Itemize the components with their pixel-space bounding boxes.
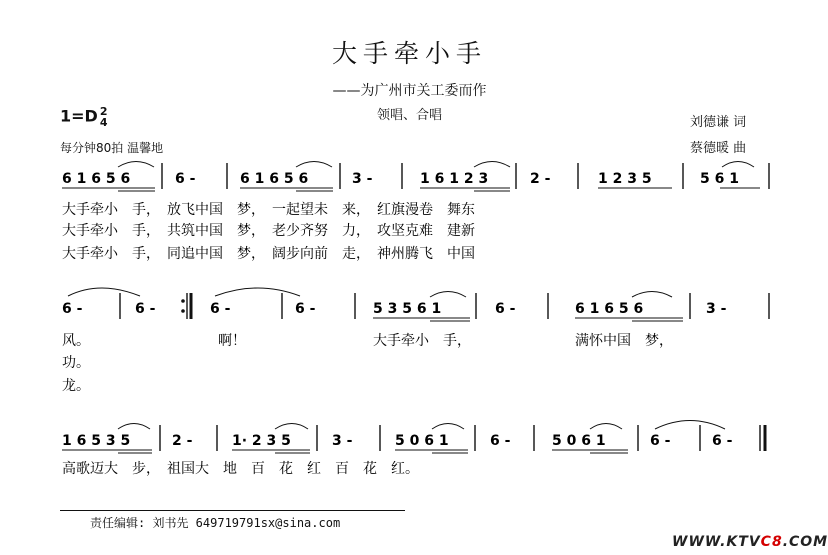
line2-measure-6: 6 - [495,301,516,317]
line1-measure-8: 5 6 1 [700,171,739,187]
watermark-tail: .COM [782,534,828,550]
line3-measure-2: 2 - [172,433,193,449]
line3-measure-5: 5 0 6 1 [395,433,449,449]
line3-measure-8: 6 - [650,433,671,449]
line3-measure-4: 3 - [332,433,353,449]
line1-measure-1: 6 1 6 5 6 [62,171,131,187]
performance-form: 领唱、合唱 [376,108,442,123]
line2-lyric-feng: 风。 [62,333,90,349]
composer-credit: 蔡德暖 曲 [690,141,747,156]
line1-verse-2: 大手牵小 手， 共筑中国 梦， 老少齐努 力， 攻坚克难 建新 [62,223,475,239]
site-watermark [672,534,828,550]
line2-measure-5: 5 3 5 6 1 [373,301,442,317]
line1-measure-2: 6 - [175,171,196,187]
line3-measure-9: 6 - [712,433,733,449]
line3-measure-1: 1 6 5 3 5 [62,433,131,449]
line2-measure-3: 6 - [210,301,231,317]
editor-credit: 责任编辑: 刘书先 649719791sx@sina.com [90,516,341,530]
line2-measure-1: 6 - [62,301,83,317]
line3-verse: 高歌迈大 步， 祖国大 地 百 花 红 百 花 红。 [62,461,419,477]
key-label: 1=D [60,106,98,126]
line1-rhythm-marks [62,162,760,192]
line1-measure-5: 1 6 1 2 3 [420,171,489,187]
time-top: 2 [99,105,108,118]
lyricist-credit: 刘德谦 词 [690,115,747,130]
line3-measure-6: 6 - [490,433,511,449]
line2-measure-7: 6 1 6 5 6 [575,301,644,317]
line3-lyrics [62,460,419,477]
line2-lyric-chorus-2: 满怀中国 梦， [575,333,673,349]
line1-lyrics [62,201,475,262]
line2-lyric-a: 啊！ [218,333,246,349]
time-bottom: 4 [99,116,108,129]
line2-lyric-gong: 功。 [62,355,90,371]
line1-measure-6: 2 - [530,171,551,187]
line1-measure-3: 6 1 6 5 6 [240,171,309,187]
line2-lyrics [62,332,673,394]
line3-rhythm-marks [62,421,725,454]
line2-lyric-long: 龙。 [62,378,90,394]
song-title: 大手牵小手 [331,39,487,68]
watermark-accent: C8 [760,534,783,550]
line1-measure-4: 3 - [352,171,373,187]
line2-measure-4: 6 - [295,301,316,317]
repeat-dots [181,299,185,313]
line2-lyric-chorus-1: 大手牵小 手， [373,333,471,349]
line1-verse-3: 大手牵小 手， 同追中国 梦， 阔步向前 走， 神州腾飞 中国 [62,246,475,262]
line1-measure-7: 1 2 3 5 [598,171,652,187]
line2-measure-8: 3 - [706,301,727,317]
line3-measure-3: 1· 2 3 5 [232,433,291,449]
song-subtitle: ——为广州市关工委而作 [332,83,487,99]
footer-divider [60,510,405,511]
tempo-marking: 每分钟80拍 温馨地 [60,141,164,155]
line2-measure-2: 6 - [135,301,156,317]
line3-measure-7: 5 0 6 1 [552,433,606,449]
watermark-main: WWW.KTV [672,534,761,550]
line1-notes [62,171,739,187]
line3-notes [62,433,733,449]
line1-verse-1: 大手牵小 手， 放飞中国 梦， 一起望未 来， 红旗漫卷 舞东 [62,202,475,218]
line2-notes [62,301,727,317]
